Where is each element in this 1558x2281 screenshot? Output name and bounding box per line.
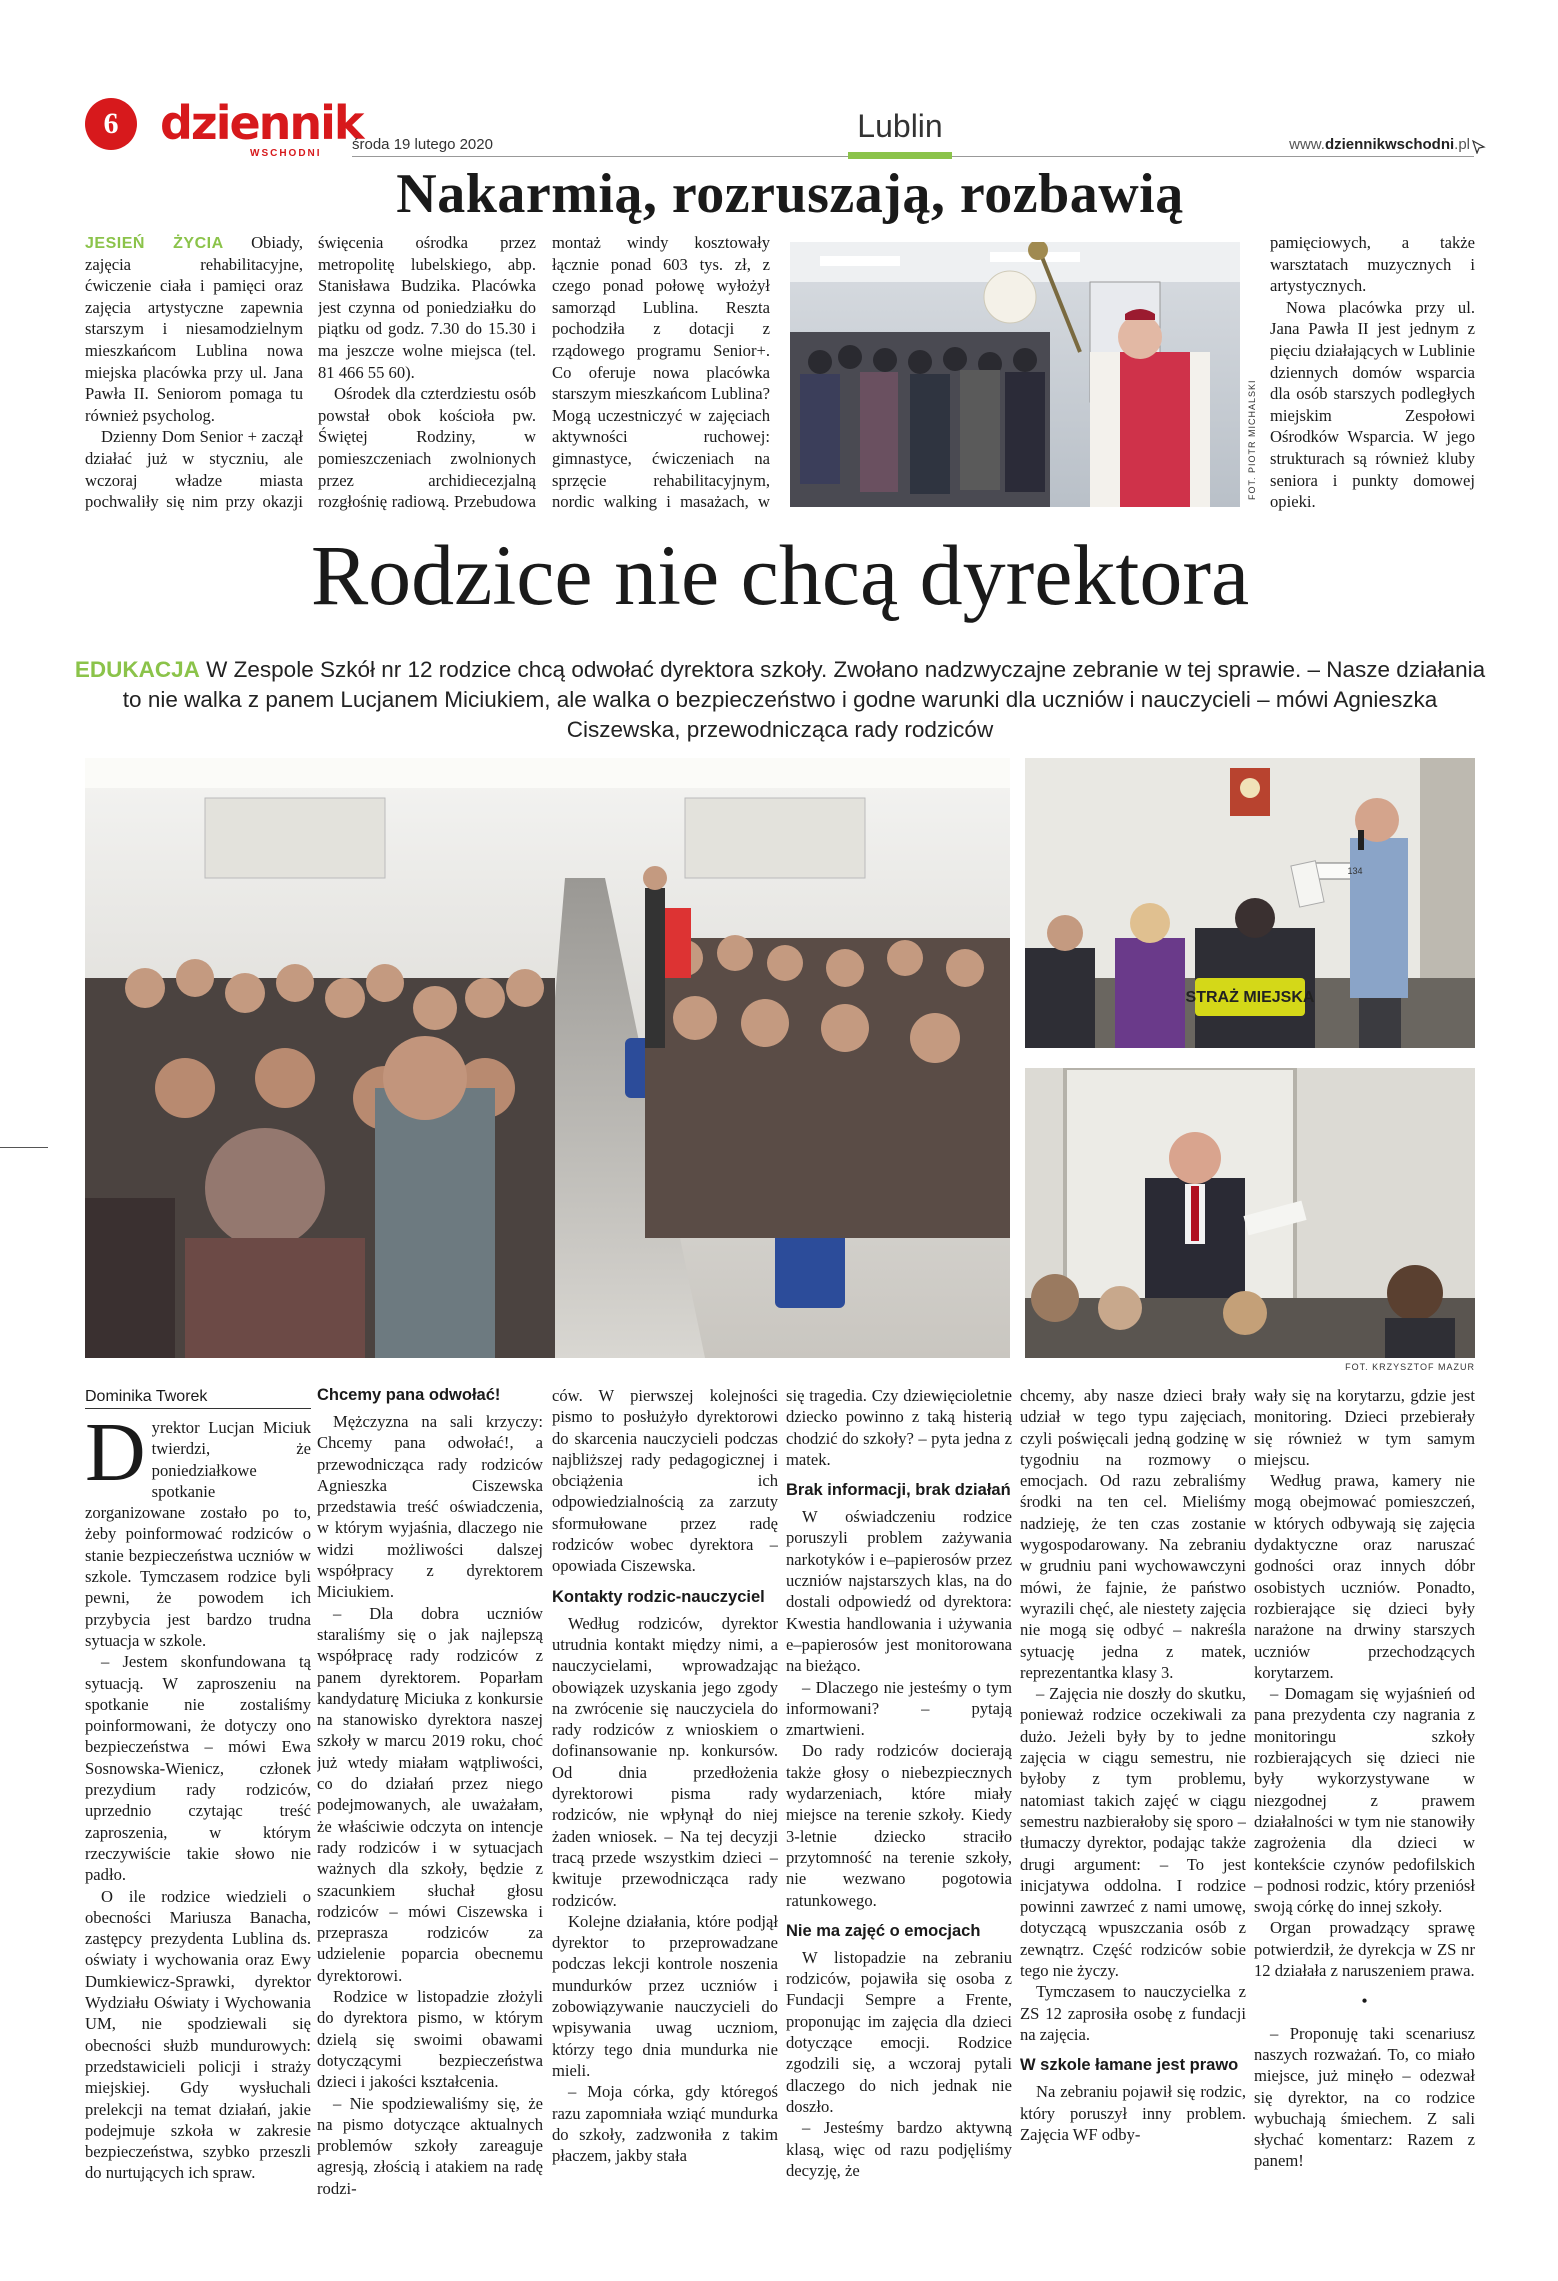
subheading: Kontakty rodzic-nauczyciel	[552, 1587, 765, 1606]
story2-lead-text: W Zespole Szkół nr 12 rodzice chcą odwołać dyrektora szkoły. Zwołano nadzwyczajne zebranie w tej sprawie. – Nasze działania to nie walka z panem Lucjanem Miciukiem, ale walka o bezpieczeństwo i godne warunki dla uczniów i nauczycieli – mówi Agnieszka Ciszewska, przewodnicząca rady rodziców	[122, 657, 1486, 742]
story1-text: Ośrodek dla czterdziestu osób powstał obok kościoła pw. Świętej Rodziny, w pomieszczeniach zwolnionych przez archidiecezjalną rozgłośnię radiową. Przebudowa	[318, 384, 536, 512]
article-text: O ile rodzice wiedzieli o obecności Mariusza Banacha, zastępcy prezydenta Lublina ds. oświaty i wychowania oraz Ewy Dumkiewicz-Sprawki, dyrektor Wydziału Oświaty i Wychowania UM, nie spodziewali się obecności służb mundurowych: przedstawicieli policji i straży miejskiej. Gdy wysłuchali prelekcji na temat działań, jakie podejmuje szkoła w zakresie bezpieczeństwa, szybko przeszli do nurtujących ich spraw.	[85, 1886, 311, 2183]
story1-col-4	[1270, 232, 1475, 512]
article-text: Do rady rodziców docierają także głosy o niebezpiecznych wydarzeniach, które miały miejsce na terenie szkoły. Kiedy 3-letnie dziecko straciło przytomność na terenie szkoły, nie wezwano pogotowia ratunkowego.	[786, 1741, 1012, 1910]
issue-date: środa 19 lutego 2020	[352, 136, 493, 153]
story1-headline: Nakarmią, rozruszają, rozbawią	[396, 163, 1184, 225]
story1-col-3	[552, 232, 770, 512]
site-url[interactable]	[1265, 136, 1470, 153]
story1-text: Nowa placówka przy ul. Jana Pawła II jest jednym z pięciu działających w Lublinie dziennych domów wsparcia dla osób starszych podległych miejskim Zespołowi Ośrodków Wsparcia. W jego strukturach są również kluby seniora i punkty domowej opieki.	[1270, 297, 1475, 512]
article-text: – Nie spodziewaliśmy się, że na pismo dotyczące aktualnych problemów szkoły zareaguje agresją, złością i atakiem na radę rodzi-	[317, 2093, 543, 2198]
newspaper-logo[interactable]: dziennik	[160, 96, 363, 150]
story2-lead	[70, 655, 1490, 745]
site-name: dziennikwschodni	[1324, 136, 1455, 153]
director-photo-image	[1025, 1068, 1475, 1358]
blessing-photo-image	[790, 242, 1240, 507]
story2-headline: Rodzice nie chcą dyrektora	[310, 527, 1250, 623]
article-text: – Dlaczego nie jesteśmy o tym informowani? – pytają zmartwieni.	[786, 1677, 1012, 1740]
article-text: Organ prowadzący sprawę potwierdził, że dyrekcja w ZS nr 12 działała z naruszeniem prawa.	[1254, 1918, 1475, 1981]
article-col-6	[1254, 1385, 1475, 2255]
audience-photo-image	[85, 758, 1010, 1358]
section-bullet: •	[1361, 1991, 1368, 2012]
article-text: – Proponuję taki scenariusz naszych rozważań. To, co miało miejsce, już minęło – odezwał się dyrektor, na co rodzice wybuchają śmiechem. Z sali słychać komentarz: Razem z panem!	[1254, 2023, 1475, 2171]
article-col-5	[1020, 1385, 1246, 2255]
article-text: Mężczyzna na sali krzyczy: Chcemy pana odwołać!, a przewodnicząca rady rodziców Agnieszka Ciszewska przedstawia treść oświadczenia, w którym wyjaśnia, dlaczego nie widzi możliwości dalszej współpracy z dyrektorem Miciukiem.	[317, 1412, 543, 1602]
article-text: się tragedia. Czy dziewięcioletnie dziecko powinno z taką histerią chodzić do szkoły? – pyta jedna z matek.	[786, 1386, 1012, 1469]
subheading: W szkole łamane jest prawo	[1020, 2056, 1239, 2075]
section-underline	[848, 152, 952, 159]
story1-text: Obiady, zajęcia rehabilitacyjne, ćwiczenie ciała i pamięci oraz zajęcia artystyczne zapewnia starszym i niesamodzielnym mieszkańcom Lublina nowa miejska placówka przy ul. Jana Pawła II. Seniorom pomaga tu również psycholog.	[85, 233, 303, 425]
article-text: wały się na korytarzu, gdzie jest monitoring. Dzieci przebierały się również w tym samym miejscu.	[1254, 1386, 1475, 1469]
section-title: Lublin	[857, 108, 943, 144]
article-text: – Jesteśmy bardzo aktywną klasą, więc od razu podjęliśmy decyzję, że	[786, 2118, 1012, 2180]
article-col-2	[317, 1385, 543, 2255]
article-text: Rodzice w listopadzie złożyli do dyrektora pismo, w którym dzielą się swoimi obawami dotyczącymi bezpieczeństwa dzieci i jakości kształcenia.	[317, 1987, 543, 2092]
article-text: Według prawa, kamery nie mogą obejmować pomieszczeń, w których odbywają się zajęcia dydaktyczne oraz naruszać godności oraz innych dóbr osobistych uczniów. Ponadto, rozbierające się dzieci były narażone na drwiny starszych uczniów przechodzących korytarzem.	[1254, 1471, 1475, 1682]
speaker-photo-image	[1025, 758, 1475, 1048]
article-text: yrektor Lucjan Miciuk twierdzi, że poniedziałkowe spotkanie zorganizowane zostało po to, żeby poinformować rodziców o stanie bezpieczeństwa uczniów w szkole. Tymczasem rodzice byli pewni, że powodem ich przybycia jest bardzo trudna sytuacja w szkole.	[85, 1418, 311, 1650]
story1-text: Dzienny Dom Senior + zaczął działać już w styczniu, ale wczoraj władze miasta pochwaliły się nim przy okazji	[85, 427, 303, 512]
story1-text: święcenia ośrodka przez metropolitę lubelskiego, abp. Stanisława Budzika. Placówka jest czynna od poniedziałku do piątku od godz. 7.30 do 15.30 i ma jeszcze wolne miejsca (tel. 81 466 55 60).	[318, 233, 536, 382]
subheading: Nie ma zajęć o emocjach	[786, 1921, 981, 1940]
story1-text: pamięciowych, a także warsztatach muzycznych i artystycznych.	[1270, 233, 1475, 296]
article-text: ców. W pierwszej kolejności pismo to posłużyło dyrektorowi do skarcenia nauczycieli podczas najbliższej rady pedagogicznej i obciążenia ich odpowiedzialnością za zarzuty sformułowane przez radę rodziców wobec dyrektora – opowiada Ciszewska.	[552, 1386, 778, 1576]
cursor-icon	[1472, 140, 1486, 154]
story1-photo	[790, 242, 1240, 507]
story1-photo-credit: FOT. PIOTR MICHALSKI	[1247, 379, 1257, 500]
article-text: – Moja córka, gdy któregoś razu zapomniała wziąć mundurka do szkoły, zadzwoniła z takim płaczem, jakby stała	[552, 2082, 778, 2166]
article-text: – Domagam się wyjaśnień od pana prezydenta czy nagrania z monitoringu szkoły rozbierających się dzieci nie były wykorzystywane w niezgodnej z prawem działalności w tym nie stanowiły zagrożenia dla dzieci w kontekście czynów pedofilskich – podnosi rodzic, który przeniósł swoją córkę do innej szkoły.	[1254, 1684, 1475, 1917]
article-text: Kolejne działania, które podjął dyrektor to przeprowadzane podczas lekcji kontrole noszenia mundurków przez uczniów i zobowiązywanie nauczycieli do wpisywania uwag uczniom, którzy tego dnia mundurka nie mieli.	[552, 1911, 778, 2080]
article-col-4	[786, 1385, 1012, 2255]
article-col-3	[552, 1385, 778, 2255]
story2-photo-director	[1025, 1068, 1475, 1358]
story1-col-1	[85, 232, 303, 512]
badge-text: STRAŻ MIEJSKA	[1185, 989, 1315, 1006]
article-text: – Zajęcia nie doszły do skutku, ponieważ rodzice oczekiwali za dużo. Jeżeli były by to jedne zajęcia w ciągu semestru, nie byłoby z tym problemu, natomiast takich zajęć w ciągu semestru nazbierałoby się sporo – tłumaczy dyrektor, podając także drugi argument: – To jest inicjatywa oddolna. I rodzice powinni zawrzeć z nami umowę, dotyczącą wpuszczania osób z zewnątrz. Część rodziców sobie tego nie życzy.	[1020, 1684, 1246, 1981]
subheading: Brak informacji, brak działań	[786, 1481, 1011, 1500]
story2-main-photo	[85, 758, 1010, 1358]
article-text: chcemy, aby nasze dzieci brały udział w tego typu zajęciach, czyli poświęcali jedną godzinę w tygodniu na rozmowy o emocjach. Od razu zebraliśmy środki na ten cel. Mieliśmy nadzieję, że ten czas zostanie wygospodarowany. Na zebraniu w grudniu pani wychowawczyni mówi, że fajnie, że państwo wyrazili chęć, ale niestety zajęcia nie mogą się odbyć – nakreśla sytuację jedna z matek, reprezentantka klasy 3.	[1020, 1386, 1246, 1682]
article-text: W listopadzie na zebraniu rodziców, pojawiła się osoba z Fundacji Sempre a Frente, proponując im zajęcia dla dzieci dotyczące emocji. Rodzice zgodzili się, a wczoraj pytali dlaczego do nich jednak nie doszło.	[786, 1947, 1012, 2116]
dropcap: D	[85, 1406, 146, 1499]
site-suffix: .pl	[1454, 136, 1470, 153]
article-text: Tymczasem to nauczycielka z ZS 12 zaprosiła osobę z fundacji na zajęcia.	[1020, 1982, 1246, 2044]
article-text: – Jestem skonfundowana tą sytuacją. W zaproszeniu na spotkanie nie zostaliśmy poinformowani, że dotyczy ono bezpieczeństwa – mówi Ewa Sosnowska-Wienicz, członek prezydium rady rodziców, uprzednio czytając treść zaproszenia, w którym rzeczywiście takie słowo nie padło.	[85, 1652, 311, 1885]
story1-text: montaż windy kosztowały łącznie ponad 603 tys. zł, z czego ponad połowę wyłożył samorząd Lublina. Reszta pochodziła z dotacji z rządowego programu Senior+. Co oferuje nowa placówka starszym mieszkańcom Lublina? Mogą uczestniczyć w zajęciach aktywności ruchowej: gimnastyce, ćwiczeniach na sprzęcie rehabilitacyjnym, nordic walking i masażach, w	[552, 233, 770, 512]
margin-mark	[0, 1147, 48, 1148]
author-byline: Dominika Tworek	[85, 1388, 311, 1409]
story1-col-2	[318, 232, 536, 512]
article-text: Według rodziców, dyrektor utrudnia kontakt między nimi, a nauczycielami, wprowadzając obowiązek uzyskania jego zgody na zwrócenie się nauczyciela do rady rodziców z wnioskiem o dofinansowanie np. konkursów. Od dnia przedłożenia dyrektorowi pisma rady rodziców, nie wpłynął do niej żaden wniosek. – Na tej decyzji tracą przede wszystkim dzieci – kwituje przewodnicząca rady rodziców.	[552, 1613, 778, 1910]
site-prefix: www.	[1289, 136, 1325, 153]
newspaper-logo-sub: WSCHODNI	[250, 148, 322, 159]
article-text: – Dla dobra uczniów staraliśmy się o jak najlepszą współpracę rady rodziców z panem dyrektorem. Poparłam kandydaturę Miciuka z konkursie na stanowisko dyrektora naszej szkoły w marcu 2019 roku, choć już wtedy miałam wątpliwości, co do działań przez niego podejmowanych, ale uważałam, że właściwie odczyta on intencje rady rodziców i w sytuacjach ważnych dla szkoły, będzie z szacunkiem słuchał głosu rodziców – mówi Ciszewska i przepraszа rodziców za udzielenie poparcia obecnemu dyrektorowi.	[317, 1603, 543, 1985]
story2-photo-speaker	[1025, 758, 1475, 1048]
door-number: 134	[1347, 866, 1363, 876]
story1-kicker: JESIEŃ ŻYCIA	[85, 235, 224, 252]
article-text: Na zebraniu pojawił się rodzic, który poruszył inny problem. Zajęcia WF odby-	[1020, 2082, 1246, 2144]
article-col-1	[85, 1385, 311, 2255]
story2-kicker: EDUKACJA	[74, 657, 200, 682]
page-number: 6	[85, 98, 137, 150]
article-text: W oświadczeniu rodzice poruszyli problem zażywania narkotyków i e–papierosów przez uczniów najstarszych klas, na do dostali odpowiedź od dyrektora: Kwestia handlowania i używania e–papierosów jest monitorowana na bieżąco.	[786, 1507, 1012, 1676]
subheading: Chcemy pana odwołać!	[317, 1386, 501, 1404]
story2-photo-credit: FOT. KRZYSZTOF MAZUR	[1345, 1362, 1475, 1372]
